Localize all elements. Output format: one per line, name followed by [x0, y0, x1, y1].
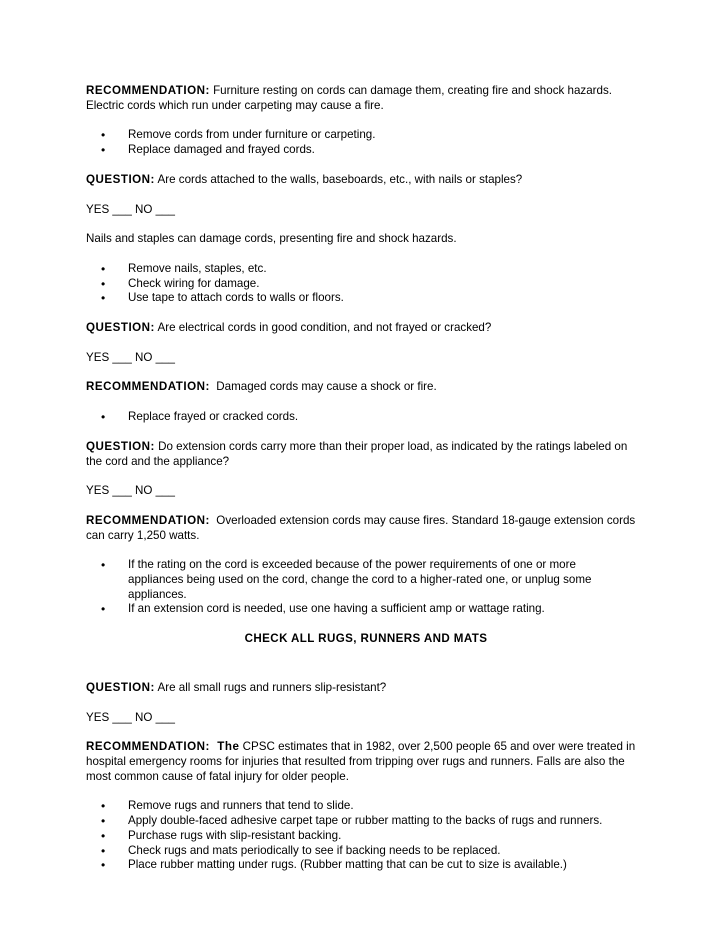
question-paragraph	[86, 173, 646, 188]
list-item: • Purchase rugs with slip-resistant backing.	[86, 829, 646, 844]
list-item: • Remove rugs and runners that tend to slide.	[86, 799, 646, 814]
section-heading: CHECK ALL RUGS, RUNNERS AND MATS	[244, 632, 488, 646]
list-item: • Replace damaged and frayed cords.	[86, 143, 646, 158]
question-label: QUESTION:	[86, 321, 155, 335]
question-label: QUESTION:	[86, 680, 155, 694]
yes-no-line: YES ___ NO ___	[86, 484, 175, 498]
question-paragraph	[86, 440, 646, 469]
question-label: QUESTION:	[86, 172, 155, 186]
question-text: Are electrical cords in good condition, and not frayed or cracked?	[154, 321, 492, 335]
question-text: Are all small rugs and runners slip-resistant?	[154, 680, 387, 694]
list-item: • Remove nails, staples, etc.	[86, 262, 646, 277]
list-item: • Place rubber matting under rugs. (Rubber matting that can be cut to size is available.)	[86, 858, 646, 873]
recommendation-label: RECOMMENDATION:	[86, 513, 210, 527]
list-item: • Check wiring for damage.	[86, 277, 646, 292]
recommendation-label: RECOMMENDATION:	[86, 380, 210, 394]
document-page	[86, 84, 646, 888]
yes-no-line: YES ___ NO ___	[86, 202, 175, 216]
recommendation-text: Damaged cords may cause a shock or fire.	[209, 380, 437, 394]
list-item: • Check rugs and mats periodically to see if backing needs to be replaced.	[86, 844, 646, 859]
recommendation-label: RECOMMENDATION: The	[86, 740, 240, 754]
recommendation-text: Furniture resting on cords can damage them, creating fire and shock hazards. Electric cords which run under carpeting may cause a fire.	[86, 84, 612, 112]
list-item: • Remove cords from under furniture or carpeting.	[86, 128, 646, 143]
yes-no-line: YES ___ NO ___	[86, 710, 175, 724]
bullet-list	[86, 128, 646, 157]
recommendation-text: CPSC estimates that in 1982, over 2,500 people 65 and over were treated in hospital emergency rooms for injuries that resulted from tripping over rugs and runners. Falls are also the most common cause of fatal injury for older people.	[86, 740, 636, 783]
yes-no-line: YES ___ NO ___	[86, 350, 175, 364]
question-text: Are cords attached to the walls, baseboards, etc., with nails or staples?	[154, 172, 523, 186]
bullet-list	[86, 799, 646, 873]
list-item: • If the rating on the cord is exceeded because of the power requirements of one or more appliances being used on the cord, change the cord to a higher-rated one, or unplug some appliances.	[86, 558, 646, 602]
bullet-list	[86, 558, 646, 617]
question-label: QUESTION:	[86, 439, 155, 453]
recommendation-paragraph	[86, 380, 646, 395]
question-text: Do extension cords carry more than their proper load, as indicated by the ratings labeled on the cord and the appliance?	[86, 439, 628, 468]
recommendation-paragraph	[86, 84, 646, 113]
list-item: • Use tape to attach cords to walls or floors.	[86, 291, 646, 306]
recommendation-text: Overloaded extension cords may cause fires. Standard 18-gauge extension cords can carry 1,250 watts.	[86, 513, 639, 542]
bullet-list	[86, 410, 646, 425]
question-paragraph	[86, 321, 646, 336]
recommendation-label: RECOMMENDATION:	[86, 84, 210, 97]
list-item: • Apply double-faced adhesive carpet tape or rubber matting to the backs of rugs and runners.	[86, 814, 646, 829]
list-item: • If an extension cord is needed, use one having a sufficient amp or wattage rating.	[86, 602, 646, 617]
info-paragraph: Nails and staples can damage cords, presenting fire and shock hazards.	[86, 232, 457, 246]
recommendation-paragraph	[86, 514, 646, 543]
bullet-list	[86, 262, 646, 306]
list-item: • Replace frayed or cracked cords.	[86, 410, 646, 425]
recommendation-paragraph	[86, 740, 646, 784]
question-paragraph	[86, 681, 646, 696]
